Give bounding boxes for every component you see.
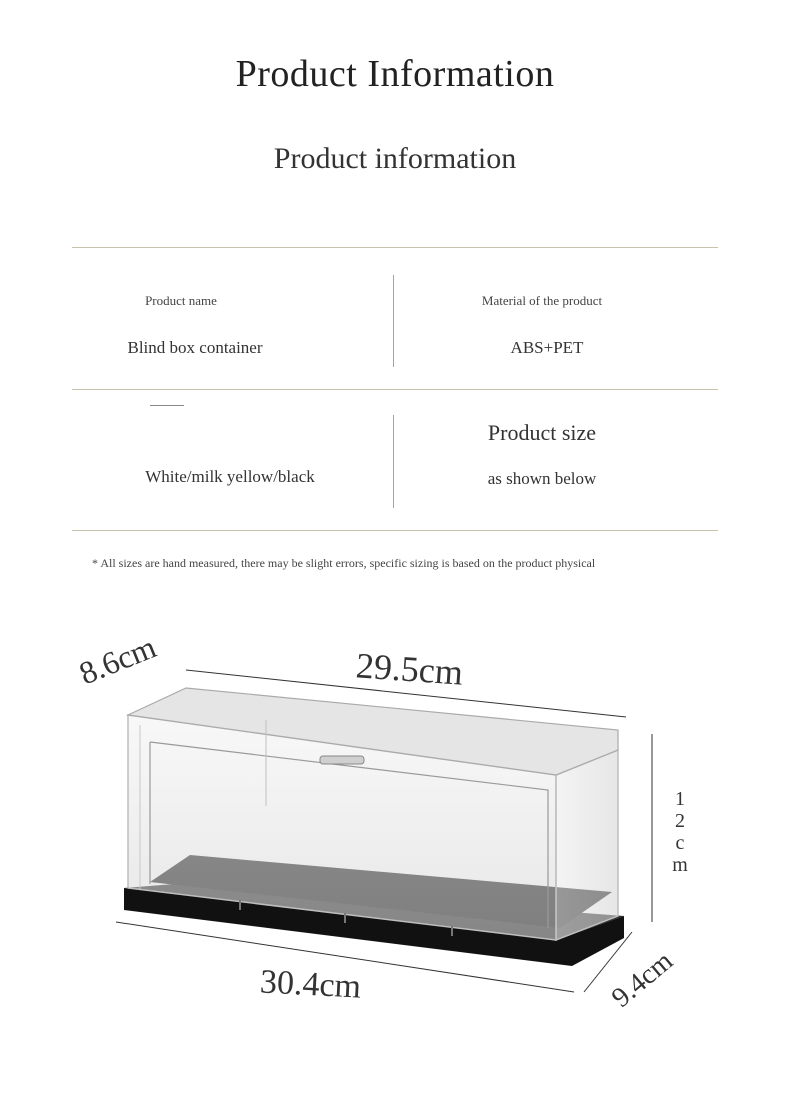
section-subtitle: Product information	[273, 142, 517, 175]
width-top-label: 29.5cm	[354, 645, 465, 693]
table-divider-row1	[393, 275, 394, 367]
material-value: ABS+PET	[510, 338, 584, 357]
size-value: as shown below	[487, 469, 597, 488]
table-rule-bottom	[72, 530, 718, 531]
page-title: Product Information	[235, 53, 555, 95]
measurement-note: * All sizes are hand measured, there may be slight errors, specific sizing is based on the product physical	[92, 556, 596, 570]
color-label-mark	[150, 405, 184, 406]
size-label: Product size	[487, 420, 597, 445]
product-name-value: Blind box container	[127, 338, 263, 357]
table-rule-top	[72, 247, 718, 248]
glass-side	[556, 750, 618, 940]
height-label: 1 2 c m	[672, 788, 688, 876]
color-value: White/milk yellow/black	[145, 467, 315, 486]
width-bottom-label: 30.4cm	[259, 963, 362, 1006]
material-label: Material of the product	[481, 293, 603, 308]
product-name-label: Product name	[145, 293, 217, 308]
table-divider-row2	[393, 415, 394, 508]
depth-bottom-label: 9.4cm	[606, 945, 679, 1014]
latch	[320, 756, 364, 764]
table-rule-middle	[72, 389, 718, 390]
depth-top-label: 8.6cm	[74, 628, 161, 692]
